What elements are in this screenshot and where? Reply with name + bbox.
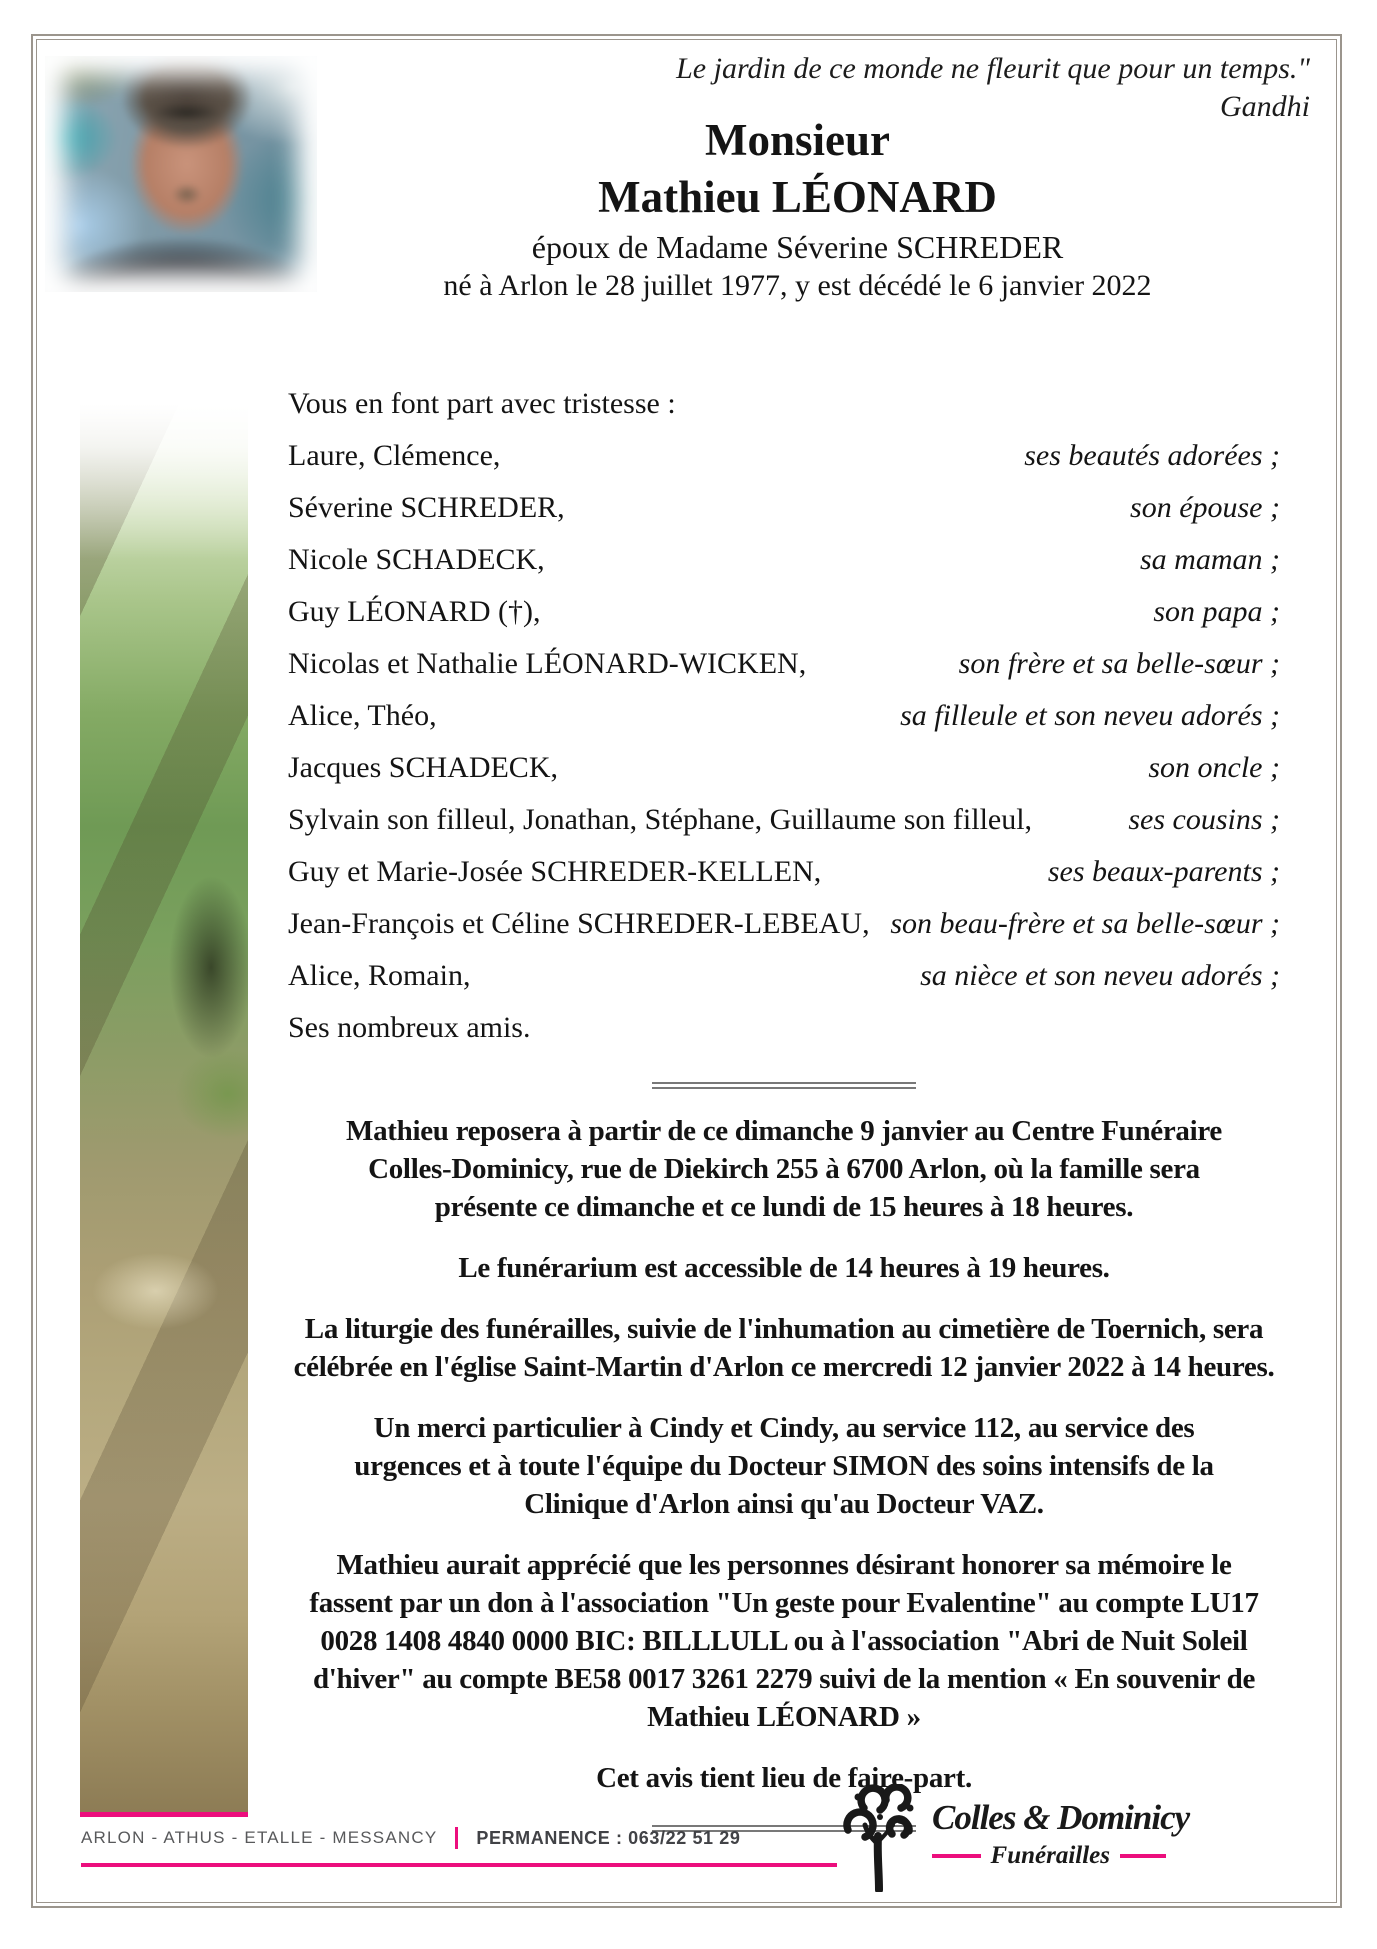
- funeral-paragraph: Un merci particulier à Cindy et Cindy, au service 112, au service des urgences et à toute l'équipe du Docteur SIMON des soins intensifs de la Clinique d'Arlon ainsi qu'au Docteur VAZ.: [354, 1412, 1214, 1520]
- funeral-paragraph: Mathieu reposera à partir de ce dimanche 9 janvier au Centre Funéraire Colles-Dominicy, rue de Diekirch 255 à 6700 Arlon, où la famille sera présente ce dimanche et ce lundi de 15 heures à 18 heures.: [346, 1115, 1222, 1223]
- funeral-paragraph: Le funérarium est accessible de 14 heures à 19 heures.: [458, 1252, 1110, 1284]
- logo-text-block: [932, 1798, 1190, 1870]
- title-monsieur: Monsieur: [705, 115, 890, 165]
- family-row: [288, 430, 1280, 482]
- quote-text: Le jardin de ce monde ne fleurit que pour un temps.": [676, 52, 1310, 85]
- family-relation: son papa ;: [1153, 595, 1280, 628]
- family-row: [288, 638, 1280, 690]
- logo-subtitle-row: [932, 1842, 1166, 1870]
- closing-notice: Cet avis tient lieu de faire-part.: [596, 1762, 972, 1794]
- family-row: [288, 586, 1280, 638]
- family-relation: sa maman ;: [1140, 543, 1280, 576]
- family-row: [288, 742, 1280, 794]
- portrait-feathered-edge: [45, 56, 317, 292]
- family-relation: son frère et sa belle-sœur ;: [958, 647, 1280, 680]
- logo-pink-dash-right: [1120, 1854, 1166, 1858]
- family-names: Guy et Marie-Josée SCHREDER-KELLEN,: [288, 855, 822, 888]
- family-names: Jean-François et Céline SCHREDER-LEBEAU,: [288, 907, 870, 940]
- family-names: Laure, Clémence,: [288, 439, 501, 472]
- family-relation: son beau-frère et sa belle-sœur ;: [890, 907, 1280, 940]
- header-titles: [315, 112, 1280, 304]
- family-relation: ses cousins ;: [1128, 803, 1280, 836]
- family-relation: ses beaux-parents ;: [1047, 855, 1280, 888]
- funeral-home-logo: [836, 1780, 1190, 1892]
- family-names: Alice, Théo,: [288, 699, 437, 732]
- family-names: Jacques SCHADECK,: [288, 751, 558, 784]
- family-row: [288, 950, 1280, 1002]
- family-names: Guy LÉONARD (†),: [288, 595, 541, 628]
- family-names: Sylvain son filleul, Jonathan, Stéphane, Guillaume son filleul,: [288, 803, 1033, 836]
- quote-author: Gandhi: [1220, 90, 1310, 123]
- funeral-paragraph: La liturgie des funérailles, suivie de l'inhumation au cimetière de Toernich, sera célébrée en l'église Saint-Martin d'Arlon ce mercredi 12 janvier 2022 à 14 heures.: [293, 1313, 1275, 1383]
- footer-permanence-phone: PERMANENCE : 063/22 51 29: [476, 1827, 741, 1848]
- announcement-body: [288, 378, 1280, 1832]
- deceased-portrait-photo: [45, 56, 317, 292]
- family-row: [288, 846, 1280, 898]
- forest-path-photo-strip: [80, 404, 248, 1812]
- birth-death-line: né à Arlon le 28 juillet 1977, y est décédé le 6 janvier 2022: [443, 269, 1152, 302]
- family-relation: sa filleule et son neveu adorés ;: [900, 699, 1280, 732]
- logo-company-name: Colles & Dominicy: [932, 1798, 1190, 1837]
- family-relation: sa nièce et son neveu adorés ;: [920, 959, 1280, 992]
- family-names: Séverine SCHREDER,: [288, 491, 565, 524]
- photo-strip-pink-bar: [80, 1812, 248, 1817]
- footer-pink-divider: [455, 1827, 458, 1849]
- family-row: [288, 898, 1280, 950]
- family-row: [288, 690, 1280, 742]
- logo-subtitle: Funérailles: [990, 1842, 1110, 1869]
- family-relation: son épouse ;: [1130, 491, 1280, 524]
- family-closing: Ses nombreux amis.: [288, 1011, 531, 1044]
- tree-icon: [836, 1784, 924, 1892]
- announcement-intro: Vous en font part avec tristesse :: [288, 387, 676, 420]
- spouse-line: époux de Madame Séverine SCHREDER: [531, 229, 1064, 265]
- family-relation: ses beautés adorées ;: [1024, 439, 1280, 472]
- double-line-separator-top: [652, 1082, 916, 1089]
- family-row: [288, 534, 1280, 586]
- family-names: Nicole SCHADECK,: [288, 543, 545, 576]
- family-names: Alice, Romain,: [288, 959, 471, 992]
- logo-pink-dash-left: [932, 1854, 981, 1858]
- family-relation: son oncle ;: [1148, 751, 1280, 784]
- footer-pink-rule: [81, 1863, 837, 1867]
- footer-locations: ARLON - ATHUS - ETALLE - MESSANCY: [81, 1828, 438, 1847]
- funeral-paragraph: Mathieu aurait apprécié que les personnes désirant honorer sa mémoire le fassent par un don à l'association "Un geste pour Evalentine" au compte LU17 0028 1408 4840 0000 BIC: BILLLULL ou à l'association "Abri de Nuit Soleil d'hiver" au compte BE58 0017 3261 2279 suivi de la mention « En souvenir de Mathieu LÉONARD »: [309, 1549, 1259, 1733]
- family-row: [288, 794, 1280, 846]
- family-row: [288, 482, 1280, 534]
- footer-info-row: [81, 1827, 740, 1849]
- family-names: Nicolas et Nathalie LÉONARD-WICKEN,: [288, 647, 807, 680]
- deceased-name: Mathieu LÉONARD: [598, 172, 997, 222]
